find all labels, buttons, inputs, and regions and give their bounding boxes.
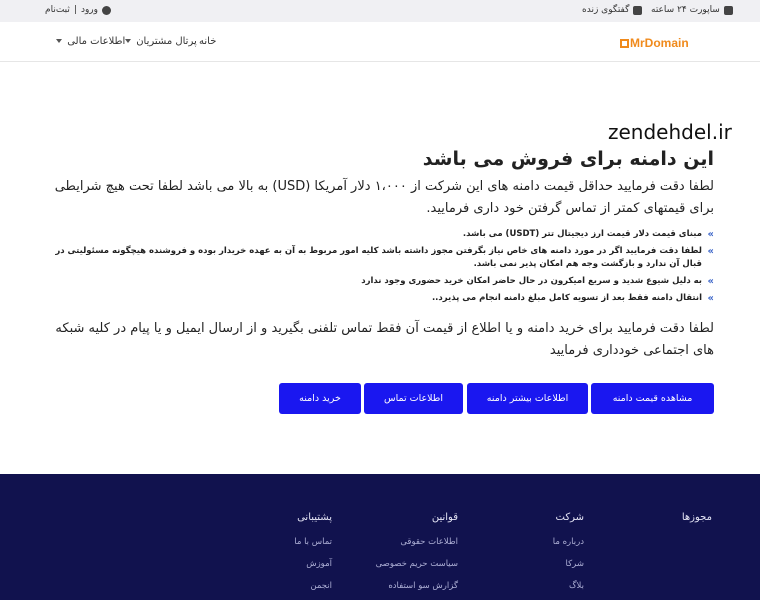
- nav-item-financial-label: اطلاعات مالی: [67, 36, 126, 47]
- chat-icon: [633, 6, 642, 15]
- contact-info-button[interactable]: اطلاعات تماس: [364, 383, 463, 414]
- live-chat-label: گفتگوی زنده: [582, 5, 630, 15]
- footer-link[interactable]: درباره ما: [552, 537, 584, 547]
- footer-link[interactable]: انجمن: [310, 581, 332, 591]
- list-item: » مبنای قیمت دلار قیمت ارز دیجیتال تتر (USDT) می باشد.: [34, 228, 714, 241]
- list-item: » انتقال دامنه فقط بعد از تسویه کامل مبلغ دامنه انجام می پذیرد..: [34, 292, 714, 305]
- phone-icon: [724, 6, 733, 15]
- footer-link[interactable]: تماس با ما: [294, 537, 332, 547]
- buy-domain-button[interactable]: خرید دامنه: [279, 383, 361, 414]
- footer-col-support: [294, 512, 332, 603]
- chevron-down-icon: [56, 39, 62, 43]
- footer-link[interactable]: سیاست حریم خصوصی: [375, 559, 458, 569]
- footer-heading: پشتیبانی: [297, 512, 332, 523]
- list-item: » به دلیل شیوع شدید و سریع امیکرون در حال حاضر امکان خرید حضوری وجود ندارد: [34, 275, 714, 288]
- footer-link[interactable]: گزارش سو استفاده: [388, 581, 458, 591]
- chevron-down-icon: [125, 39, 131, 43]
- support-link[interactable]: [651, 5, 733, 15]
- top-bar: [0, 0, 760, 22]
- main-nav: [0, 22, 760, 62]
- footer-heading: قوانین: [431, 512, 458, 523]
- divider: |: [73, 5, 77, 15]
- live-chat-link[interactable]: [582, 5, 642, 15]
- footer-link[interactable]: اطلاعات حقوقی: [400, 537, 458, 547]
- nav-item-home[interactable]: خانه: [199, 36, 217, 47]
- footer-col-permits: [682, 512, 712, 537]
- support-label: ساپورت ۲۴ ساعته: [651, 5, 720, 15]
- more-info-button[interactable]: اطلاعات بیشتر دامنه: [467, 383, 588, 414]
- nav-item-portal-label: پرتال مشتریان: [136, 36, 197, 47]
- list-item: » لطفا دقت فرمایید اگر در مورد دامنه های خاص نیاز بگرفتن مجوز داشته باشد کلیه امور مربوط به آن به عهده خریدار بوده و فروشنده هیچگونه مسئولیتی در قبال آن ندارد و بازگشت وجه هم امکان پذیر نمی باشد.: [34, 245, 714, 271]
- footer-link[interactable]: آموزش: [306, 559, 332, 569]
- footer-link[interactable]: شرکا: [565, 559, 584, 569]
- login-link[interactable]: ورود: [80, 5, 98, 15]
- register-link[interactable]: ثبت‌نام: [45, 5, 70, 15]
- logo-text: MrDomain: [630, 36, 689, 50]
- footer: [0, 474, 760, 600]
- logo[interactable]: [620, 36, 689, 50]
- page-title: این دامنه برای فروش می باشد: [422, 148, 714, 170]
- intro-text: لطفا دقت فرمایید حداقل قیمت دامنه های این شرکت از ۱،۰۰۰ دلار آمریکا (USD) به بالا می باشد لطفا تحت هیچ شرایطی برای قیمتهای کمتر از تماس گرفتن خود داری فرمایید.: [54, 179, 714, 216]
- footer-heading: مجوزها: [681, 512, 712, 523]
- nav-item-financial[interactable]: [56, 36, 125, 47]
- footer-link[interactable]: بلاگ: [568, 581, 584, 591]
- auth-links: [45, 5, 111, 15]
- nav-item-portal[interactable]: [125, 36, 197, 47]
- user-icon: [102, 6, 111, 15]
- footer-col-company: [553, 512, 584, 603]
- footer-col-rules: [376, 512, 458, 603]
- contact-note: لطفا دقت فرمایید برای خرید دامنه و یا اطلاع از قیمت آن فقط تماس تلفنی بگیرید و از ارسال ایمیل و یا پیام در کلیه شبکه های اجتماعی خودداری فرمایید: [55, 321, 714, 358]
- view-price-button[interactable]: مشاهده قیمت دامنه: [591, 383, 714, 414]
- domain-name: zendehdel.ir: [608, 120, 732, 144]
- notes-list: [34, 228, 714, 309]
- logo-mark-icon: [620, 39, 629, 48]
- footer-heading: شرکت: [555, 512, 584, 523]
